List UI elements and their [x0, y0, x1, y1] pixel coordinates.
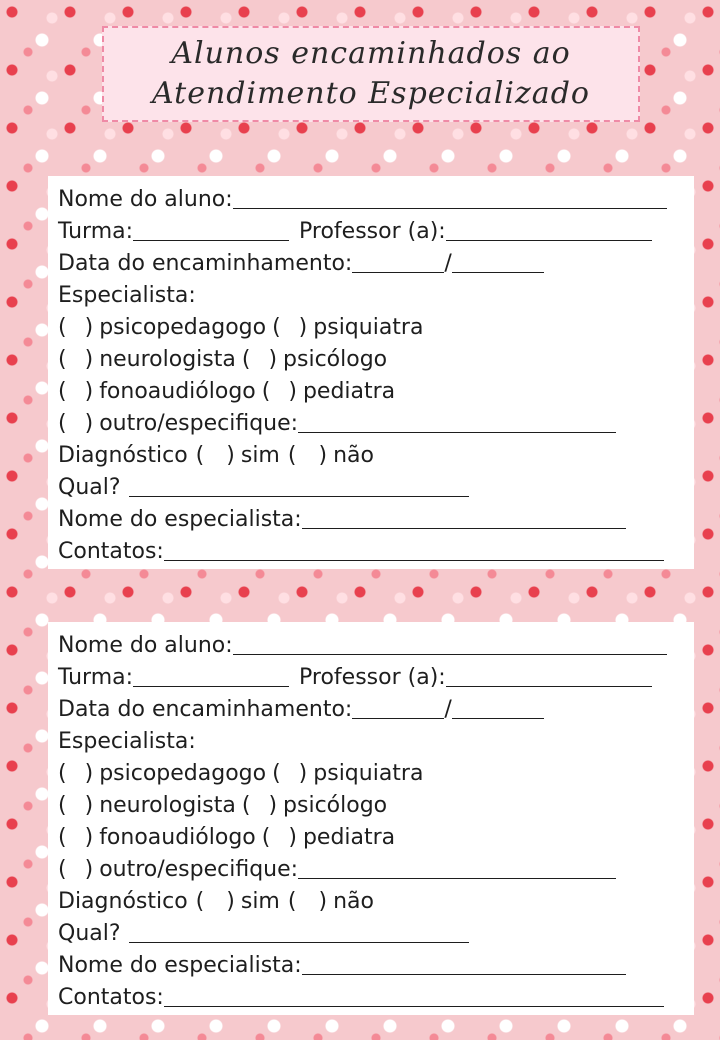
field-diagnostico	[58, 882, 684, 914]
label-psicologo: psicólogo	[283, 793, 388, 818]
field-turma-professor	[58, 658, 684, 690]
blank-nome-especialista[interactable]	[302, 506, 626, 529]
options-row-3	[58, 372, 684, 404]
label-outro: outro/especifique:	[99, 857, 299, 882]
blank-data-2[interactable]	[452, 250, 544, 273]
label-qual: Qual?	[58, 921, 121, 946]
field-data	[58, 244, 684, 276]
blank-qual[interactable]	[129, 474, 469, 497]
field-especialista	[58, 722, 684, 754]
options-row-4	[58, 850, 684, 882]
label-psiquiatra: psiquiatra	[313, 761, 424, 786]
checkbox-sim[interactable]: ( )	[195, 443, 235, 468]
label-data: Data do encaminhamento:	[58, 251, 353, 276]
label-diagnostico: Diagnóstico	[58, 889, 188, 914]
label-sim: sim	[240, 889, 280, 914]
checkbox-psiquiatra[interactable]: ( )	[272, 761, 308, 786]
label-data: Data do encaminhamento:	[58, 697, 353, 722]
label-contatos: Contatos:	[58, 985, 164, 1010]
checkbox-psicopedagogo[interactable]: ( )	[58, 315, 94, 340]
label-turma: Turma:	[58, 219, 134, 244]
field-qual	[58, 468, 684, 500]
checkbox-outro[interactable]: ( )	[58, 411, 94, 436]
blank-contatos[interactable]	[164, 984, 664, 1007]
blank-data-1[interactable]	[352, 696, 444, 719]
checkbox-psicologo[interactable]: ( )	[241, 793, 278, 818]
label-especialista: Especialista:	[58, 283, 196, 308]
label-pediatra: pediatra	[302, 825, 396, 850]
title-line-1: Alunos encaminhados ao	[171, 36, 571, 71]
referral-form-1	[48, 176, 694, 569]
options-row-1	[58, 754, 684, 786]
referral-form-2	[48, 622, 694, 1015]
label-qual: Qual?	[58, 475, 121, 500]
blank-professor[interactable]	[446, 218, 652, 241]
checkbox-neurologista[interactable]: ( )	[58, 347, 94, 372]
label-psicopedagogo: psicopedagogo	[99, 315, 267, 340]
label-nome-especialista: Nome do especialista:	[58, 953, 302, 978]
field-nome-aluno	[58, 626, 684, 658]
field-contatos	[58, 978, 684, 1010]
blank-outro[interactable]	[298, 856, 616, 879]
field-nome-aluno	[58, 180, 684, 212]
label-psicopedagogo: psicopedagogo	[99, 761, 267, 786]
title-line-2: Atendimento Especializado	[152, 76, 590, 111]
checkbox-fonoaudiologo[interactable]: ( )	[58, 825, 94, 850]
label-nome-especialista: Nome do especialista:	[58, 507, 302, 532]
title-banner	[102, 26, 640, 122]
blank-data-1[interactable]	[352, 250, 444, 273]
checkbox-fonoaudiologo[interactable]: ( )	[58, 379, 94, 404]
blank-nome-aluno[interactable]	[233, 186, 667, 209]
label-nome-aluno: Nome do aluno:	[58, 187, 233, 212]
label-outro: outro/especifique:	[99, 411, 299, 436]
checkbox-neurologista[interactable]: ( )	[58, 793, 94, 818]
checkbox-pediatra[interactable]: ( )	[261, 379, 297, 404]
data-separator: /	[444, 697, 452, 722]
label-sim: sim	[240, 443, 280, 468]
label-especialista: Especialista:	[58, 729, 196, 754]
label-fonoaudiologo: fonoaudiólogo	[99, 825, 256, 850]
checkbox-nao[interactable]: ( )	[287, 443, 328, 468]
checkbox-sim[interactable]: ( )	[195, 889, 235, 914]
blank-nome-aluno[interactable]	[233, 632, 667, 655]
field-turma-professor	[58, 212, 684, 244]
data-separator: /	[444, 251, 452, 276]
blank-turma[interactable]	[133, 664, 289, 687]
checkbox-psiquiatra[interactable]: ( )	[272, 315, 308, 340]
label-professor: Professor (a):	[299, 219, 446, 244]
label-nao: não	[333, 443, 374, 468]
label-psiquiatra: psiquiatra	[313, 315, 424, 340]
label-turma: Turma:	[58, 665, 134, 690]
blank-data-2[interactable]	[452, 696, 544, 719]
field-contatos	[58, 532, 684, 564]
options-row-3	[58, 818, 684, 850]
options-row-1	[58, 308, 684, 340]
field-especialista	[58, 276, 684, 308]
checkbox-nao[interactable]: ( )	[287, 889, 328, 914]
checkbox-outro[interactable]: ( )	[58, 857, 94, 882]
blank-contatos[interactable]	[164, 538, 664, 561]
blank-professor[interactable]	[446, 664, 652, 687]
blank-nome-especialista[interactable]	[302, 952, 626, 975]
blank-qual[interactable]	[129, 920, 469, 943]
field-nome-especialista	[58, 500, 684, 532]
field-diagnostico	[58, 436, 684, 468]
label-neurologista: neurologista	[99, 347, 236, 372]
label-professor: Professor (a):	[299, 665, 446, 690]
options-row-2	[58, 786, 684, 818]
label-pediatra: pediatra	[302, 379, 396, 404]
field-nome-especialista	[58, 946, 684, 978]
label-diagnostico: Diagnóstico	[58, 443, 188, 468]
label-neurologista: neurologista	[99, 793, 236, 818]
checkbox-psicopedagogo[interactable]: ( )	[58, 761, 94, 786]
field-qual	[58, 914, 684, 946]
options-row-4	[58, 404, 684, 436]
label-psicologo: psicólogo	[283, 347, 388, 372]
checkbox-pediatra[interactable]: ( )	[261, 825, 297, 850]
label-nome-aluno: Nome do aluno:	[58, 633, 233, 658]
checkbox-psicologo[interactable]: ( )	[241, 347, 278, 372]
field-data	[58, 690, 684, 722]
blank-turma[interactable]	[133, 218, 289, 241]
blank-outro[interactable]	[298, 410, 616, 433]
label-contatos: Contatos:	[58, 539, 164, 564]
label-fonoaudiologo: fonoaudiólogo	[99, 379, 256, 404]
options-row-2	[58, 340, 684, 372]
label-nao: não	[333, 889, 374, 914]
